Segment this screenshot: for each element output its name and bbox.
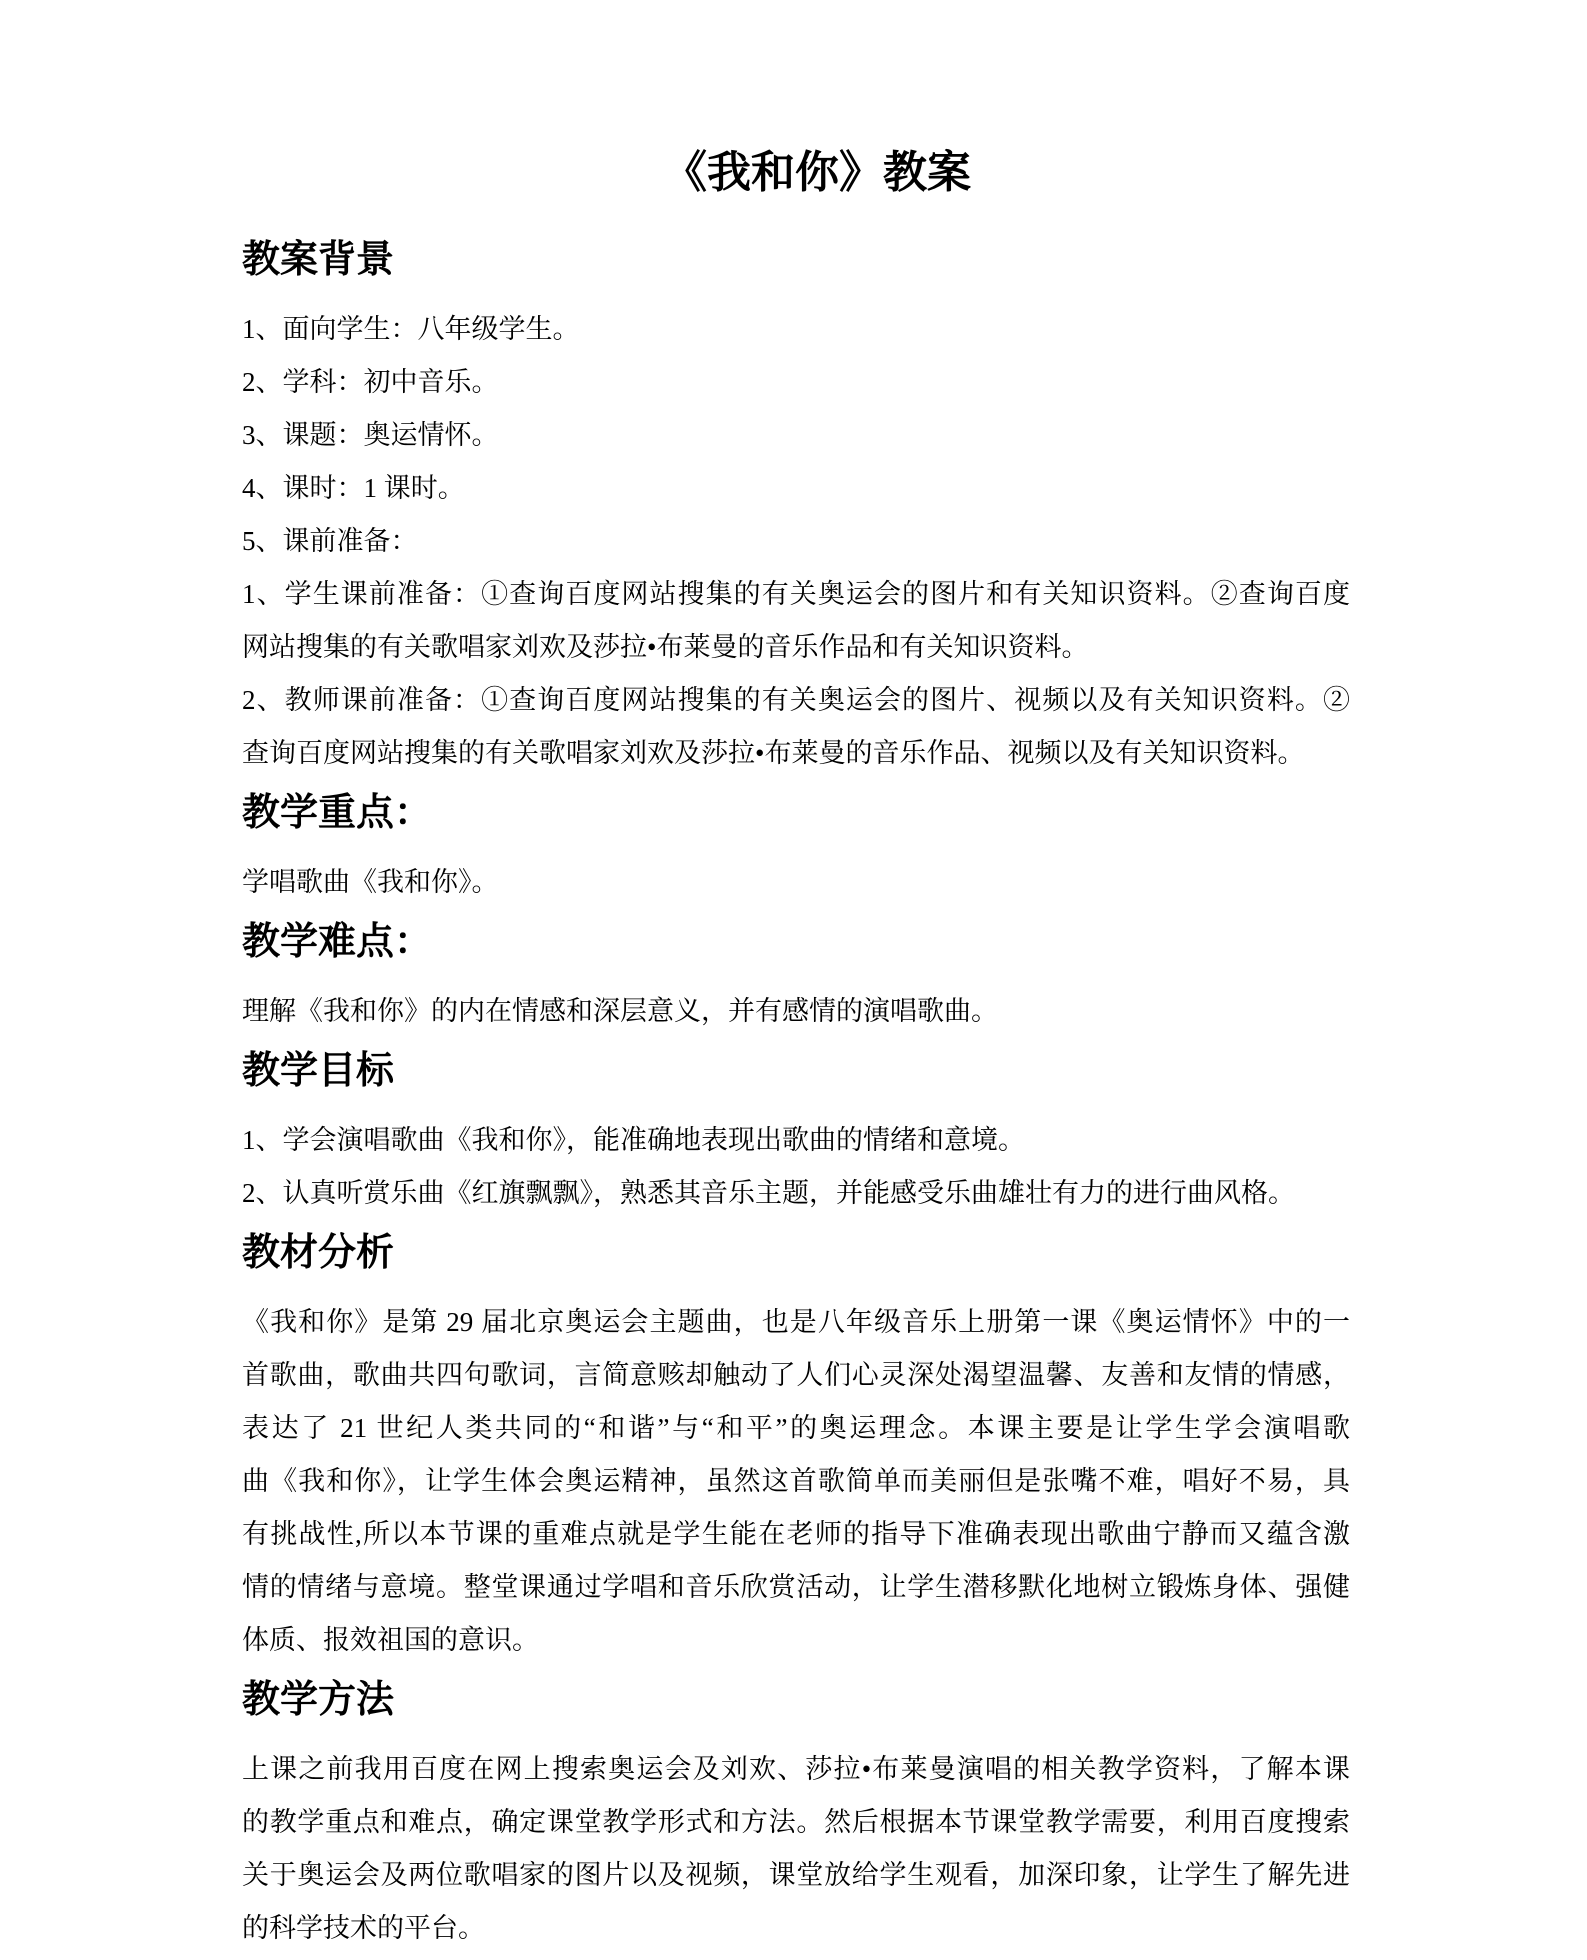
text-line: 首歌曲，歌曲共四句歌词，言简意赅却触动了人们心灵深处渴望温馨、友善和友情的情感， bbox=[242, 1360, 1350, 1390]
section-heading-teaching-focus: 教学重点： bbox=[242, 792, 433, 834]
text-line: 的科学技术的平台。 bbox=[242, 1913, 485, 1943]
section-lesson-background bbox=[242, 237, 1350, 780]
section-material-analysis bbox=[242, 1230, 1350, 1667]
section-heading-lesson-background: 教案背景 bbox=[242, 239, 395, 281]
text-line: 1、学会演唱歌曲《我和你》，能准确地表现出歌曲的情绪和意境。 bbox=[242, 1125, 1025, 1155]
document-title: 《我和你》教案 bbox=[663, 148, 971, 197]
text-line: 学唱歌曲《我和你》。 bbox=[242, 867, 499, 897]
text-line: 3、课题：奥运情怀。 bbox=[242, 420, 499, 450]
section-heading-teaching-goals: 教学目标 bbox=[242, 1050, 395, 1092]
text-line: 表达了 21 世纪人类共同的“和谐”与“和平”的奥运理念。本课主要是让学生学会演唱歌 bbox=[242, 1413, 1350, 1443]
text-line: 2、认真听赏乐曲《红旗飘飘》，熟悉其音乐主题，并能感受乐曲雄壮有力的进行曲风格。 bbox=[242, 1178, 1295, 1208]
text-line: 情的情绪与意境。整堂课通过学唱和音乐欣赏活动，让学生潜移默化地树立锻炼身体、强健 bbox=[242, 1572, 1350, 1602]
text-line: 体质、报效祖国的意识。 bbox=[242, 1625, 539, 1655]
text-line: 4、课时：1 课时。 bbox=[242, 473, 465, 503]
section-teaching-focus bbox=[242, 790, 1350, 909]
text-line: 1、面向学生：八年级学生。 bbox=[242, 314, 580, 344]
section-heading-material-analysis: 教材分析 bbox=[242, 1232, 395, 1274]
text-line: 关于奥运会及两位歌唱家的图片以及视频，课堂放给学生观看，加深印象，让学生了解先进 bbox=[242, 1860, 1350, 1890]
text-line: 有挑战性,所以本节课的重难点就是学生能在老师的指导下准确表现出歌曲宁静而又蕴含激 bbox=[242, 1519, 1350, 1549]
text-line: 曲《我和你》，让学生体会奥运精神，虽然这首歌简单而美丽但是张嘴不难，唱好不易，具 bbox=[242, 1466, 1350, 1496]
text-line: 2、教师课前准备：①查询百度网站搜集的有关奥运会的图片、视频以及有关知识资料。② bbox=[242, 685, 1350, 715]
text-line: 上课之前我用百度在网上搜索奥运会及刘欢、莎拉•布莱曼演唱的相关教学资料，了解本课 bbox=[242, 1754, 1350, 1784]
section-heading-teaching-method: 教学方法 bbox=[242, 1679, 395, 1721]
section-teaching-method bbox=[242, 1677, 1350, 1955]
text-line: 查询百度网站搜集的有关歌唱家刘欢及莎拉•布莱曼的音乐作品、视频以及有关知识资料。 bbox=[242, 738, 1305, 768]
section-teaching-difficulty bbox=[242, 919, 1350, 1038]
text-line: 2、学科：初中音乐。 bbox=[242, 367, 499, 397]
text-line: 5、课前准备： bbox=[242, 526, 418, 556]
text-line: 网站搜集的有关歌唱家刘欢及莎拉•布莱曼的音乐作品和有关知识资料。 bbox=[242, 632, 1089, 662]
section-heading-teaching-difficulty: 教学难点： bbox=[242, 921, 433, 963]
text-line: 理解《我和你》的内在情感和深层意义，并有感情的演唱歌曲。 bbox=[242, 996, 998, 1026]
text-line: 《我和你》是第 29 届北京奥运会主题曲，也是八年级音乐上册第一课《奥运情怀》中的一 bbox=[242, 1307, 1350, 1337]
text-line: 的教学重点和难点，确定课堂教学形式和方法。然后根据本节课堂教学需要，利用百度搜索 bbox=[242, 1807, 1350, 1837]
section-teaching-goals bbox=[242, 1048, 1350, 1220]
text-line: 1、学生课前准备：①查询百度网站搜集的有关奥运会的图片和有关知识资料。②查询百度 bbox=[242, 579, 1350, 609]
